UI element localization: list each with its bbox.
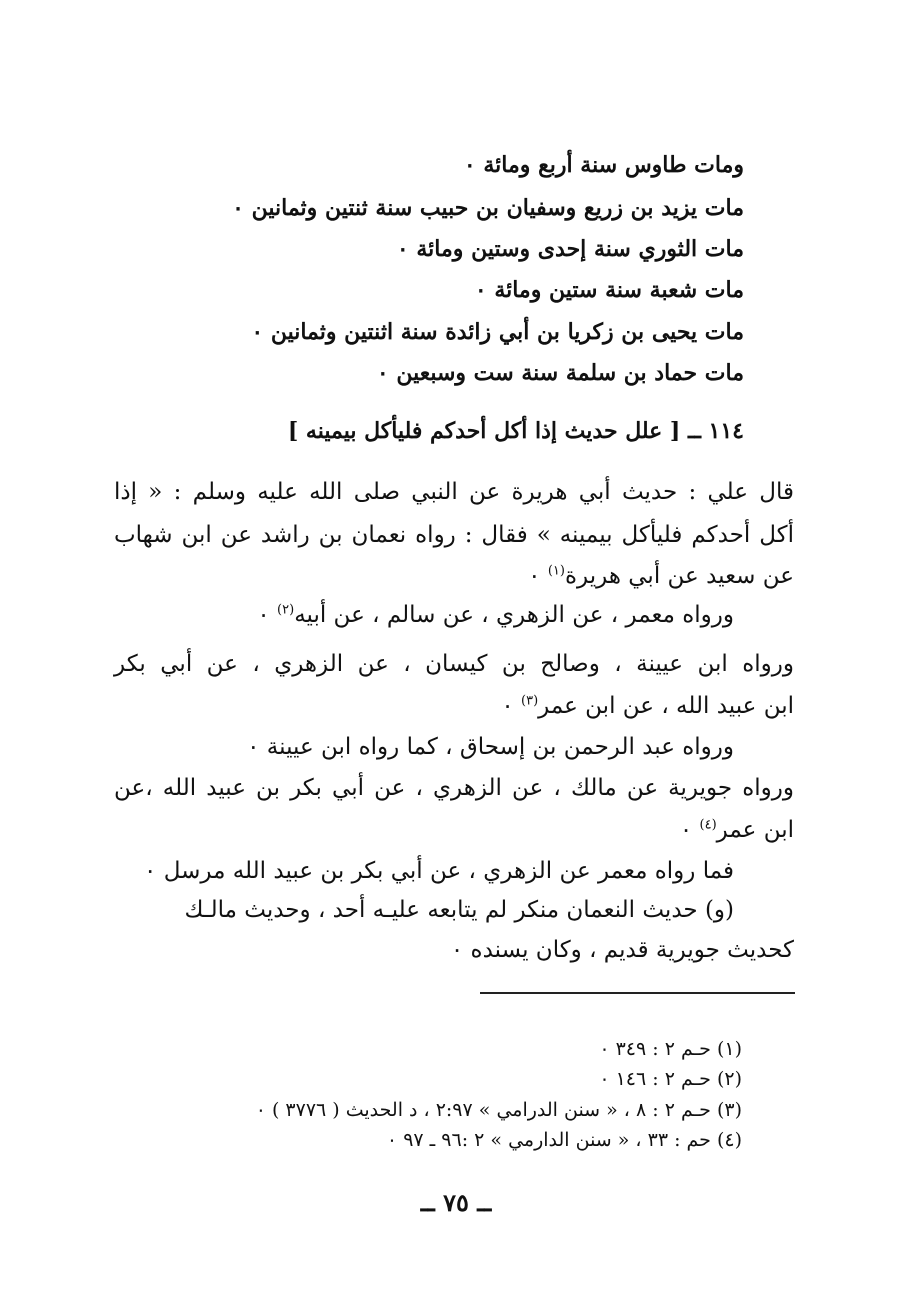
line-end: ٠ bbox=[501, 693, 521, 719]
footnote: (٤) حم : ٣٣ ، « سنن الدارمي » ٢ :٩٦ ـ ٩٧ ٠ bbox=[386, 1129, 742, 1151]
intro-line: مات شعبة سنة ستين ومائة ٠ bbox=[474, 277, 744, 303]
paragraph-line bbox=[528, 561, 794, 591]
paragraph-line: قال علي : حديث أبي هريرة عن النبي صلى الله عليه وسلم : « إذا bbox=[114, 479, 794, 505]
paragraph-text: ابن عمر bbox=[716, 817, 794, 843]
intro-line: مات حماد بن سلمة سنة ست وسبعين ٠ bbox=[376, 360, 744, 386]
footnote-ref: (٢) bbox=[277, 602, 295, 618]
paragraph-text: ابن عبيد الله ، عن ابن عمر bbox=[538, 693, 794, 719]
paragraph-line: ورواه ابن عيينة ، وصالح بن كيسان ، عن الزهري ، عن أبي بكر bbox=[114, 651, 794, 677]
paragraph-line bbox=[680, 815, 794, 845]
footnote: (٢) حـم ٢ : ١٤٦ ٠ bbox=[599, 1068, 742, 1090]
section-heading: ١١٤ ــ [ علل حديث إذا أكل أحدكم فليأكل بيمينه ] bbox=[287, 418, 744, 444]
line-end: ٠ bbox=[528, 563, 548, 589]
paragraph-line: فما رواه معمر عن الزهري ، عن أبي بكر بن عبيد الله مرسل ٠ bbox=[144, 858, 734, 884]
paragraph-line bbox=[501, 691, 794, 721]
paragraph-text: ورواه معمر ، عن الزهري ، عن سالم ، عن أبيه bbox=[294, 602, 734, 628]
footnote: (١) حـم ٢ : ٣٤٩ ٠ bbox=[599, 1038, 742, 1060]
intro-line: مات يزيد بن زريع وسفيان بن حبيب سنة ثنتين وثمانين ٠ bbox=[232, 195, 744, 221]
intro-line: مات الثوري سنة إحدى وستين ومائة ٠ bbox=[396, 236, 744, 262]
page-number: ــ ٧٥ ــ bbox=[420, 1188, 492, 1217]
footnote: (٣) حـم ٢ : ٨ ، « سنن الدرامي » ٢:٩٧ ، د الحديث ( ٣٧٧٦ ) ٠ bbox=[255, 1099, 742, 1121]
intro-line: مات يحيى بن زكريا بن أبي زائدة سنة اثنتين وثمانين ٠ bbox=[251, 319, 744, 345]
footnote-divider bbox=[480, 992, 795, 994]
paragraph-line: ورواه عبد الرحمن بن إسحاق ، كما رواه ابن عيينة ٠ bbox=[247, 734, 734, 760]
footnote-ref: (٣) bbox=[521, 693, 539, 709]
paragraph-line: كحديث جويرية قديم ، وكان يسنده ٠ bbox=[450, 937, 794, 963]
paragraph-line bbox=[257, 600, 794, 630]
paragraph-line: ورواه جويرية عن مالك ، عن الزهري ، عن أبي بكر بن عبيد الله ،عن bbox=[114, 775, 794, 801]
paragraph-text: عن سعيد عن أبي هريرة bbox=[564, 563, 794, 589]
line-end: ٠ bbox=[257, 602, 278, 628]
intro-line: ومات طاوس سنة أربع ومائة ٠ bbox=[463, 152, 744, 178]
paragraph-line: (و) حديث النعمان منكر لم يتابعه عليـه أحد ، وحديث مالـك bbox=[184, 897, 734, 923]
paragraph-line: أكل أحدكم فليأكل بيمينه » فقال : رواه نعمان بن راشد عن ابن شهاب bbox=[114, 522, 794, 548]
footnote-ref: (٤) bbox=[699, 817, 717, 833]
footnote-ref: (١) bbox=[547, 563, 565, 579]
line-end: ٠ bbox=[679, 817, 700, 843]
